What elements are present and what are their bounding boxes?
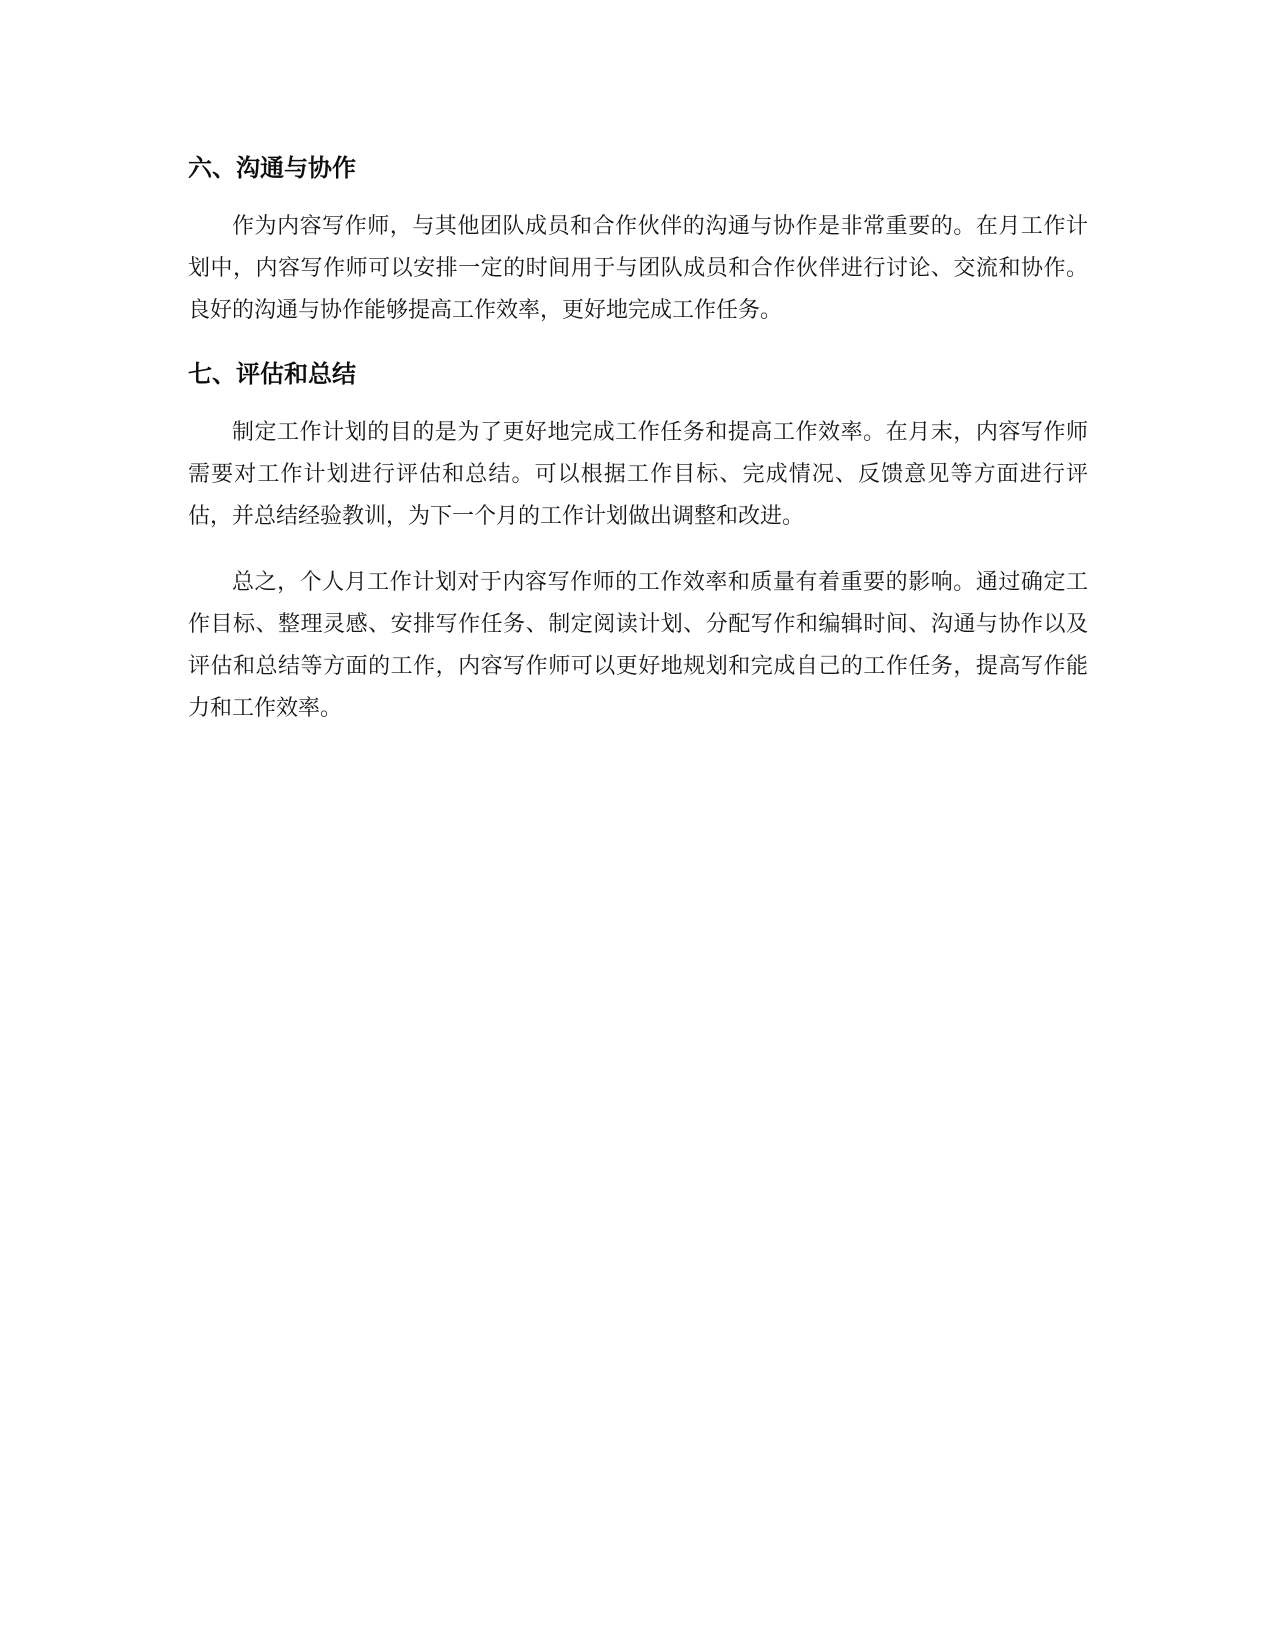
- section-heading-communication: 六、沟通与协作: [188, 154, 356, 182]
- paragraph-communication: 作为内容写作师，与其他团队成员和合作伙伴的沟通与协作是非常重要的。在月工作计划中，内容写作师可以安排一定的时间用于与团队成员和合作伙伴进行讨论、交流和协作。良好的沟通与协作能够提高工作效率，更好地完成工作任务。: [188, 214, 1088, 323]
- document-body: [188, 150, 1088, 754]
- section-heading-evaluation: 七、评估和总结: [188, 360, 356, 388]
- paragraph-evaluation: 制定工作计划的目的是为了更好地完成工作任务和提高工作效率。在月末，内容写作师需要对工作计划进行评估和总结。可以根据工作目标、完成情况、反馈意见等方面进行评估，并总结经验教训，为下一个月的工作计划做出调整和改进。: [188, 420, 1088, 529]
- paragraph-summary: 总之，个人月工作计划对于内容写作师的工作效率和质量有着重要的影响。通过确定工作目标、整理灵感、安排写作任务、制定阅读计划、分配写作和编辑时间、沟通与协作以及评估和总结等方面的工作，内容写作师可以更好地规划和完成自己的工作任务，提高写作能力和工作效率。: [188, 570, 1088, 721]
